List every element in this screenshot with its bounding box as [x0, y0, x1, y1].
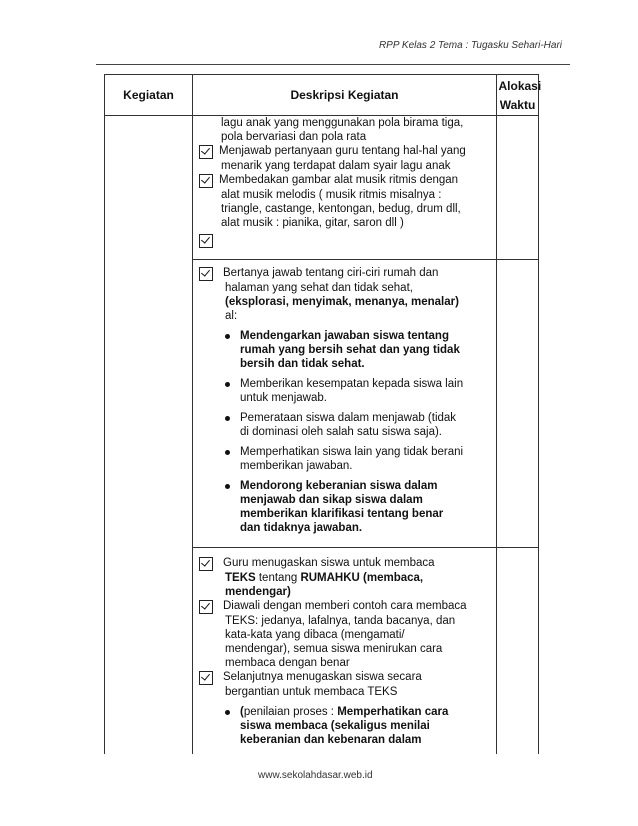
- bullet-line: Memberikan kesempatan kepada siswa lain: [240, 378, 464, 390]
- desc-line: TEKS: [225, 572, 256, 584]
- column-header-alokasi: [497, 75, 542, 116]
- bullet-line: Mendorong keberanian siswa dalam: [240, 480, 438, 492]
- bullet-line: memberikan jawaban.: [240, 460, 353, 472]
- desc-line: Selanjutnya menugaskan siswa secara: [223, 671, 422, 683]
- description-cell: [193, 116, 497, 260]
- header-rule: [96, 64, 570, 65]
- desc-line: mendengar), semua siswa menirukan cara: [225, 643, 443, 655]
- bullet-line: dan tidaknya jawaban.: [240, 522, 363, 534]
- desc-line: menarik yang terdapat dalam syair lagu anak: [221, 160, 451, 172]
- bullet-line: di dominasi oleh salah satu siswa saja).: [240, 426, 442, 438]
- bullet-icon: [225, 450, 230, 455]
- desc-line: RUMAHKU (membaca,: [300, 572, 424, 584]
- checkbox-icon: [199, 145, 213, 159]
- description-cell: [193, 260, 497, 548]
- bullet-line: bersih dan tidak sehat.: [240, 358, 365, 370]
- bullet-icon: [225, 382, 230, 387]
- description-cell: [193, 548, 497, 754]
- desc-line: tentang: [255, 572, 301, 584]
- alokasi-cell: [497, 548, 539, 754]
- list-item: [199, 329, 492, 371]
- bullet-line: keberanian dan kebenaran dalam: [240, 734, 422, 746]
- bullet-line: siswa membaca (sekaligus menilai: [240, 720, 430, 732]
- desc-line: (eksplorasi, menyimak, menanya, menalar): [225, 296, 459, 308]
- bullet-line: penilaian proses :: [243, 706, 338, 718]
- desc-line: lagu anak yang menggunakan pola birama tiga,: [221, 117, 464, 129]
- bullet-line: Mendengarkan jawaban siswa tentang: [240, 330, 449, 342]
- desc-line: alat musik : pianika, gitar, saron dll ): [221, 217, 404, 229]
- bullet-line: Memperhatikan cara: [337, 706, 449, 718]
- page-header-title: RPP Kelas 2 Tema : Tugasku Sehari-Hari: [378, 40, 562, 51]
- alokasi-cell: [497, 116, 539, 260]
- column-header-deskripsi: Deskripsi Kegiatan: [193, 75, 497, 116]
- checkbox-icon: [199, 267, 213, 281]
- kegiatan-cell: [105, 116, 193, 754]
- desc-line: TEKS: jedanya, lafalnya, tanda bacanya, dan: [225, 615, 456, 627]
- list-item: [199, 479, 492, 535]
- list-item: [199, 411, 492, 439]
- bullet-line: rumah yang bersih sehat dan yang tidak: [240, 344, 460, 356]
- desc-line: bergantian untuk membaca TEKS: [225, 686, 398, 698]
- checkbox-icon: [199, 600, 213, 614]
- alokasi-cell: [497, 260, 539, 548]
- list-item: [199, 377, 492, 405]
- bullet-line: Pemerataan siswa dalam menjawab (tidak: [240, 412, 457, 424]
- desc-line: al:: [225, 310, 238, 322]
- bullet-icon: [225, 710, 230, 715]
- bullet-icon: [225, 416, 230, 421]
- list-item: [199, 445, 492, 473]
- column-header-kegiatan: Kegiatan: [105, 75, 193, 116]
- checkbox-icon: [199, 671, 213, 685]
- activity-table: [104, 74, 542, 754]
- alokasi-waktu-label: Alokasi Waktu: [498, 79, 542, 112]
- desc-line: triangle, castange, kentongan, bedug, drum dll,: [221, 203, 461, 215]
- bullet-line: untuk menjawab.: [240, 392, 327, 404]
- list-item: [199, 705, 492, 747]
- bullet-icon: [225, 334, 230, 339]
- checkbox-icon: [199, 234, 213, 248]
- desc-line: Bertanya jawab tentang ciri-ciri rumah dan: [223, 267, 439, 279]
- desc-line: halaman yang sehat dan tidak sehat,: [225, 282, 413, 294]
- checkbox-icon: [199, 557, 213, 571]
- bullet-line: (: [240, 706, 244, 718]
- desc-line: kata-kata yang dibaca (mengamati/: [225, 629, 405, 641]
- bullet-icon: [225, 484, 230, 489]
- footer-url: www.sekolahdasar.web.id: [258, 770, 373, 781]
- bullet-line: Memperhatikan siswa lain yang tidak berani: [240, 446, 464, 458]
- bullet-line: menjawab dan sikap siswa dalam: [240, 494, 423, 506]
- checkbox-icon: [199, 174, 213, 188]
- table-row: [105, 116, 539, 260]
- desc-line: Guru menugaskan siswa untuk membaca: [223, 557, 435, 569]
- desc-line: Membedakan gambar alat musik ritmis dengan: [219, 174, 459, 186]
- desc-line: mendengar): [225, 586, 291, 598]
- desc-line: membaca dengan benar: [225, 657, 350, 669]
- desc-line: Menjawab pertanyaan guru tentang hal-hal yang: [219, 145, 466, 157]
- bullet-line: memberikan klarifikasi tentang benar: [240, 508, 444, 520]
- desc-line: Diawali dengan memberi contoh cara membaca: [223, 600, 467, 612]
- desc-line: pola bervariasi dan pola rata: [221, 131, 367, 143]
- desc-line: alat musik melodis ( musik ritmis misalnya :: [221, 189, 442, 201]
